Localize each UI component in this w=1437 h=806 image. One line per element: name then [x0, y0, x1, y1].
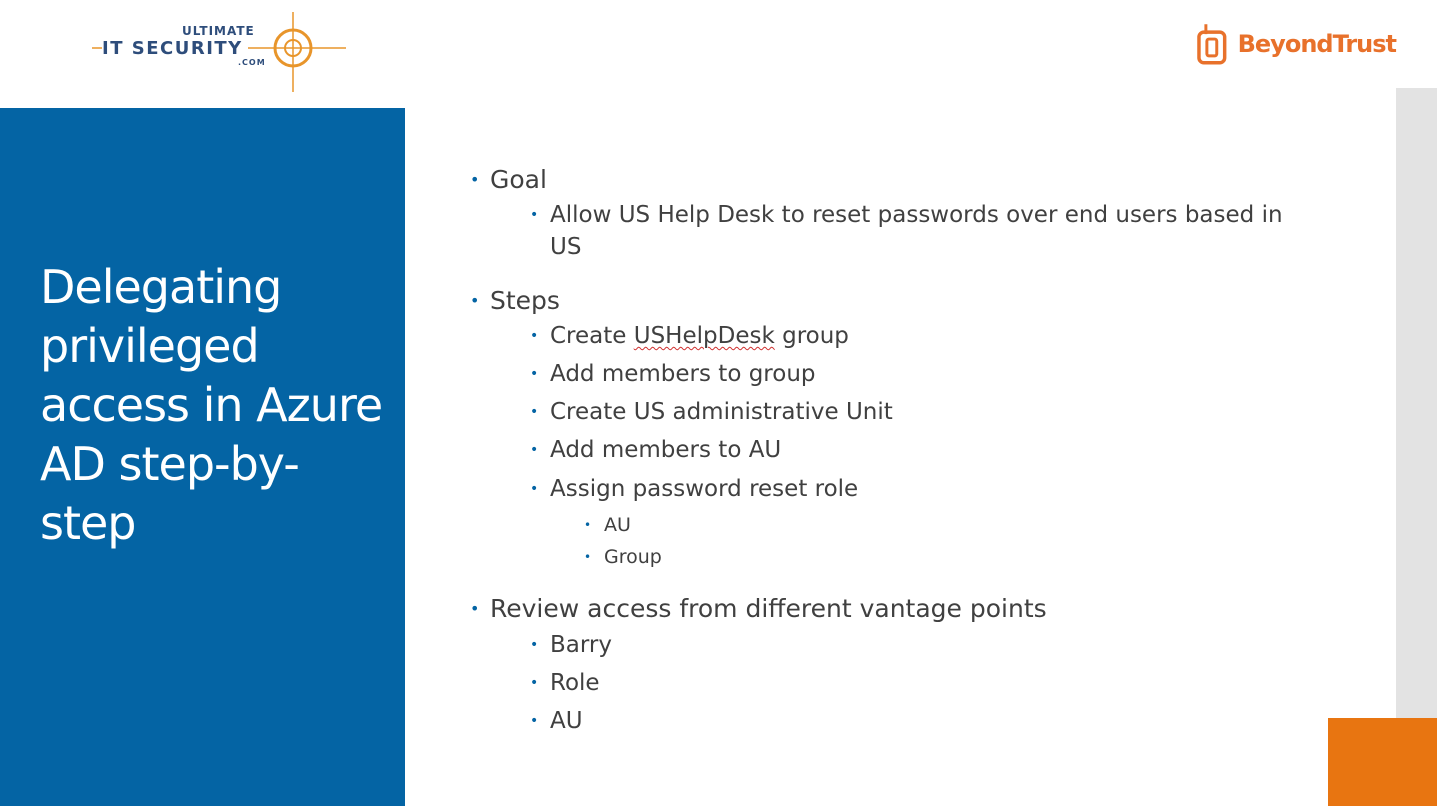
orange-accent-block — [1328, 718, 1437, 806]
spellcheck-word: USHelpDesk — [633, 323, 775, 349]
bullet-dot-icon: • — [530, 404, 539, 420]
bullet-dot-icon: • — [530, 442, 539, 458]
beyondtrust-logo — [1196, 20, 1396, 68]
bullet-dot-icon: • — [530, 207, 539, 223]
bullet-dot-icon: • — [530, 637, 539, 653]
bullet-dot-icon: • — [530, 328, 539, 344]
bullet-dot-icon: • — [470, 170, 480, 189]
logo-line-3: .COM — [238, 58, 266, 67]
bullet-dot-icon: • — [584, 518, 592, 532]
slide-title: Delegating privileged access in Azure AD step-by-step — [40, 260, 383, 550]
right-gray-strip — [1396, 88, 1437, 806]
bullet-dot-icon: • — [530, 675, 539, 691]
bullet-dot-icon: • — [584, 550, 592, 564]
ultimate-it-security-logo — [88, 8, 350, 96]
logo-line-2: IT SECURITY — [102, 38, 243, 59]
logo-line-1: ULTIMATE — [182, 24, 255, 38]
bullet-dot-icon: • — [530, 713, 539, 729]
title-panel — [0, 108, 405, 806]
beyondtrust-wordmark: BeyondTrust — [1237, 30, 1396, 58]
bullet-dot-icon: • — [470, 599, 480, 618]
bullet-dot-icon: • — [530, 366, 539, 382]
beyondtrust-mark-icon — [1196, 22, 1230, 66]
bullet-dot-icon: • — [530, 481, 539, 497]
bullet-dot-icon: • — [470, 291, 480, 310]
